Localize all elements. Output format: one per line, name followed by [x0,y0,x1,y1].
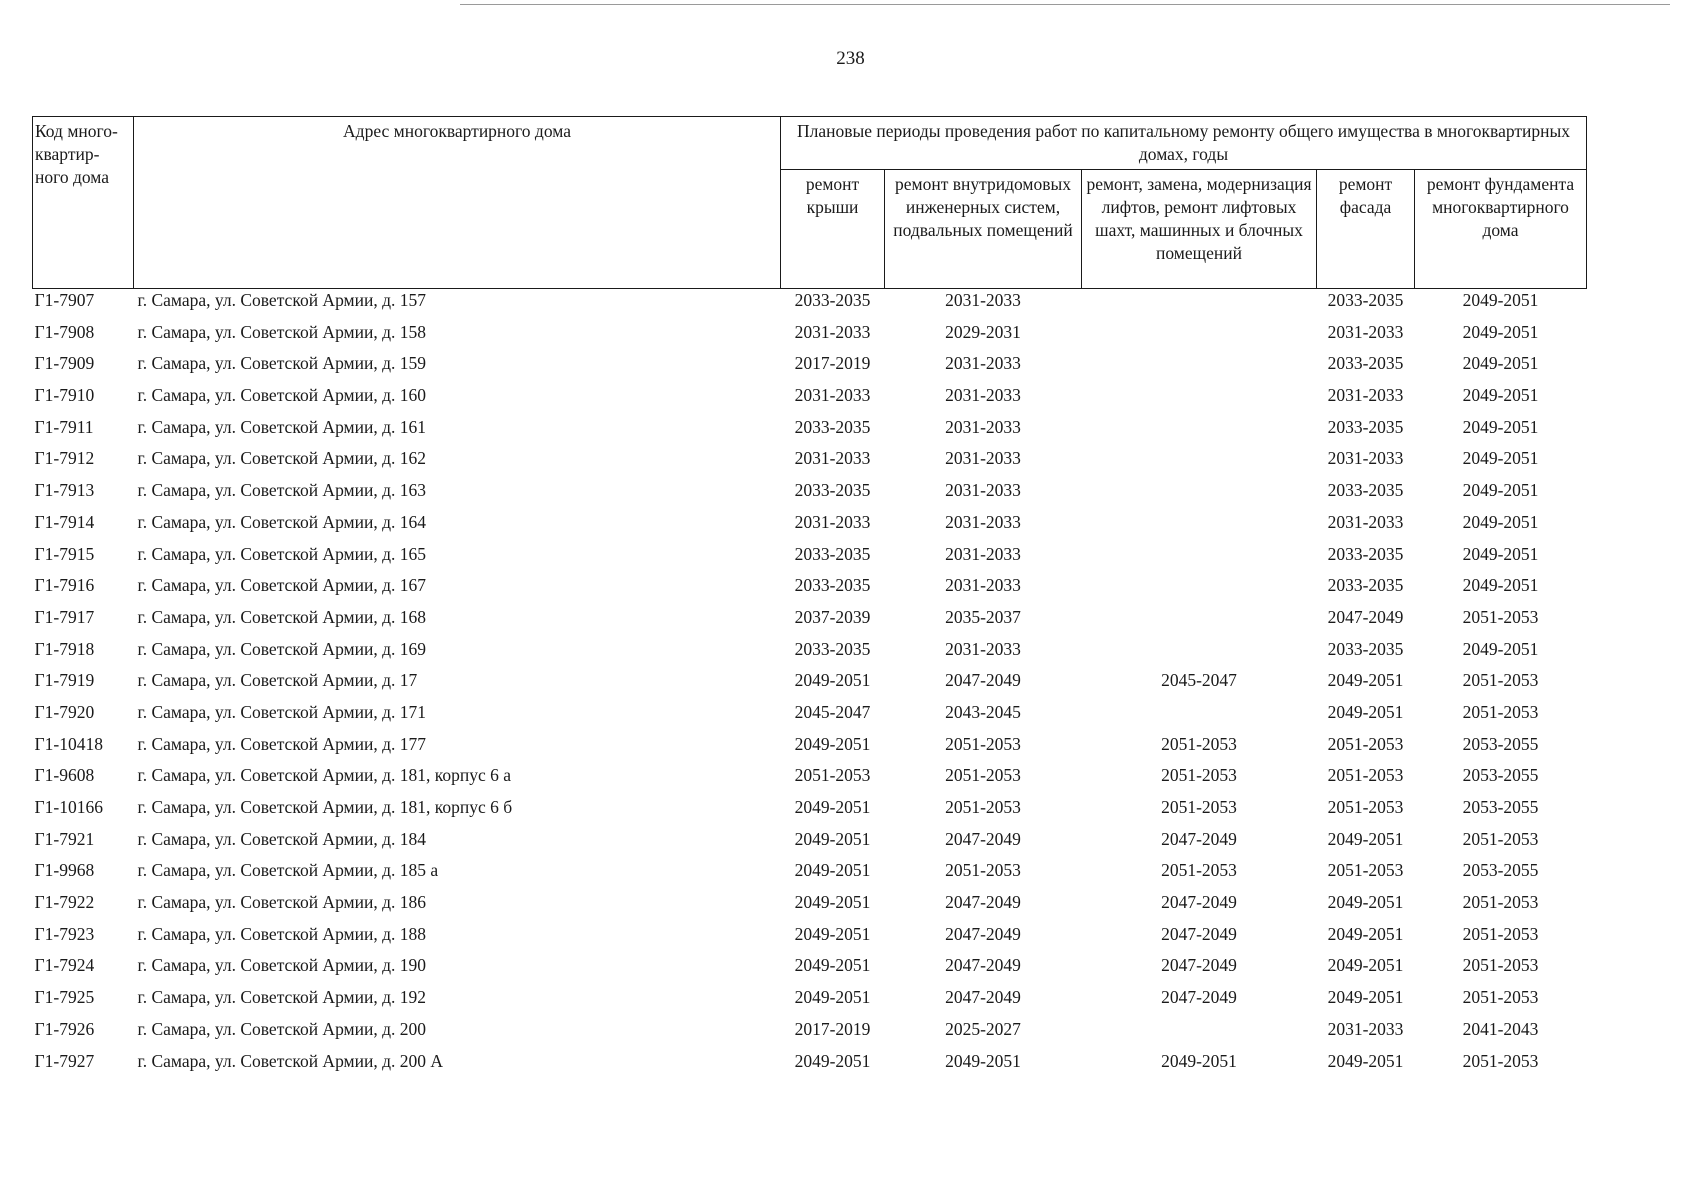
table-row [33,321,1587,353]
cell-address: г. Самара, ул. Советской Армии, д. 167 [137,575,427,596]
cell-engineering: 2031-2033 [945,416,1021,437]
cell-roof: 2049-2051 [794,892,871,913]
cell-code: Г1-7927 [34,1050,95,1071]
cell-foundation: 2049-2051 [1462,480,1539,501]
cell-roof: 2049-2051 [794,955,871,976]
cell-code: Г1-7915 [34,543,95,564]
table-row [33,574,1587,606]
cell-foundation: 2053-2055 [1462,733,1539,754]
table-header [33,117,1587,289]
cell-roof: 2049-2051 [794,1050,871,1071]
table-row [33,606,1587,638]
cell-facade: 2049-2051 [1327,892,1404,913]
cell-roof: 2031-2033 [794,511,871,532]
cell-address: г. Самара, ул. Советской Армии, д. 190 [137,955,427,976]
header-planned-periods: Плановые периоды проведения работ по капитальному ремонту общего имущества в многоквартирных домах, годы [781,117,1587,170]
cell-facade: 2049-2051 [1327,987,1404,1008]
cell-engineering: 2025-2027 [945,1018,1021,1039]
cell-engineering: 2047-2049 [945,828,1021,849]
cell-engineering: 2051-2053 [945,797,1021,817]
cell-facade: 2031-2033 [1327,1018,1404,1039]
cell-code: Г1-7908 [34,321,95,342]
cell-engineering: 2031-2033 [945,480,1021,501]
table-row [33,511,1587,543]
cell-facade: 2049-2051 [1327,923,1404,944]
cell-facade: 2047-2049 [1327,606,1404,627]
cell-lifts [1082,701,1317,733]
cell-code: Г1-9608 [34,765,95,786]
cell-address: г. Самара, ул. Советской Армии, д. 158 [137,321,427,342]
cell-engineering: 2031-2033 [945,448,1021,469]
cell-address: г. Самара, ул. Советской Армии, д. 192 [137,987,427,1008]
cell-facade: 2051-2053 [1327,733,1404,754]
cell-lifts [1082,447,1317,479]
cell-roof: 2031-2033 [794,448,871,469]
table-row [33,447,1587,479]
cell-foundation: 2049-2051 [1462,416,1539,437]
cell-roof: 2049-2051 [794,733,871,754]
header-facade: ремонт фасада [1317,170,1415,289]
table-row [33,859,1587,891]
cell-roof: 2049-2051 [794,797,871,817]
cell-foundation: 2049-2051 [1462,638,1539,659]
cell-foundation: 2049-2051 [1462,290,1539,310]
cell-roof: 2017-2019 [794,353,871,374]
cell-code: Г1-7921 [34,828,95,849]
cell-engineering: 2047-2049 [945,987,1021,1008]
cell-code: Г1-10166 [34,797,103,817]
cell-lifts [1082,479,1317,511]
cell-address: г. Самара, ул. Советской Армии, д. 163 [137,480,427,501]
cell-lifts [1082,511,1317,543]
cell-engineering: 2051-2053 [945,733,1021,754]
cell-roof: 2049-2051 [794,860,871,881]
cell-engineering: 2043-2045 [945,701,1021,722]
cell-engineering: 2047-2049 [945,955,1021,976]
table-row [33,954,1587,986]
top-edge-rule [460,4,1670,5]
cell-lifts: 2047-2049 [1161,892,1237,913]
table-row [33,638,1587,670]
table-row [33,828,1587,860]
cell-roof: 2031-2033 [794,321,871,342]
cell-address: г. Самара, ул. Советской Армии, д. 161 [137,416,427,437]
cell-foundation: 2049-2051 [1462,543,1539,564]
cell-roof: 2049-2051 [794,987,871,1008]
table-row [33,891,1587,923]
cell-foundation: 2051-2053 [1462,670,1539,691]
cell-engineering: 2031-2033 [945,385,1021,406]
cell-code: Г1-7912 [34,448,95,469]
table-row [33,764,1587,796]
table-row [33,479,1587,511]
cell-lifts: 2051-2053 [1161,765,1237,786]
cell-lifts [1082,606,1317,638]
table-row [33,986,1587,1018]
cell-code: Г1-7914 [34,511,95,532]
cell-roof: 2033-2035 [794,480,871,501]
cell-address: г. Самара, ул. Советской Армии, д. 184 [137,828,427,849]
cell-facade: 2049-2051 [1327,828,1404,849]
cell-lifts [1082,638,1317,670]
cell-facade: 2033-2035 [1327,575,1404,596]
cell-foundation: 2051-2053 [1462,606,1539,627]
cell-facade: 2033-2035 [1327,543,1404,564]
cell-address: г. Самара, ул. Советской Армии, д. 160 [137,385,427,406]
cell-code: Г1-7910 [34,385,95,406]
cell-address: г. Самара, ул. Советской Армии, д. 181, корпус 6 б [137,797,513,817]
cell-foundation: 2049-2051 [1462,448,1539,469]
cell-code: Г1-7909 [34,353,95,374]
table-row [33,1018,1587,1050]
cell-code: Г1-7924 [34,955,95,976]
cell-engineering: 2051-2053 [945,765,1021,786]
cell-address: г. Самара, ул. Советской Армии, д. 200 А [137,1050,444,1071]
cell-engineering: 2049-2051 [945,1050,1021,1071]
cell-foundation: 2049-2051 [1462,321,1539,342]
cell-lifts: 2047-2049 [1161,987,1237,1008]
cell-code: Г1-10418 [34,733,103,754]
page-number: 238 [836,48,865,69]
table-row [33,543,1587,575]
cell-engineering: 2051-2053 [945,860,1021,881]
cell-code: Г1-7913 [34,480,95,501]
cell-foundation: 2041-2043 [1462,1018,1539,1039]
cell-facade: 2031-2033 [1327,321,1404,342]
table-row [33,733,1587,765]
cell-code: Г1-7919 [34,670,95,691]
cell-address: г. Самара, ул. Советской Армии, д. 188 [137,923,427,944]
cell-roof: 2049-2051 [794,670,871,691]
cell-facade: 2033-2035 [1327,353,1404,374]
cell-facade: 2031-2033 [1327,385,1404,406]
cell-foundation: 2051-2053 [1462,923,1539,944]
cell-lifts [1082,352,1317,384]
cell-facade: 2033-2035 [1327,416,1404,437]
cell-roof: 2037-2039 [794,606,871,627]
cell-foundation: 2053-2055 [1462,860,1539,881]
header-foundation: ремонт фундамента многоквартирного дома [1415,170,1587,289]
cell-address: г. Самара, ул. Советской Армии, д. 157 [137,290,427,310]
cell-roof: 2033-2035 [794,638,871,659]
cell-foundation: 2051-2053 [1462,828,1539,849]
cell-engineering: 2047-2049 [945,670,1021,691]
repair-schedule-table [32,116,1587,1081]
table-row [33,384,1587,416]
cell-engineering: 2047-2049 [945,923,1021,944]
cell-lifts [1082,416,1317,448]
cell-roof: 2031-2033 [794,385,871,406]
cell-roof: 2051-2053 [794,765,871,786]
cell-facade: 2049-2051 [1327,1050,1404,1071]
cell-facade: 2049-2051 [1327,701,1404,722]
cell-address: г. Самара, ул. Советской Армии, д. 168 [137,606,427,627]
cell-lifts: 2051-2053 [1161,797,1237,817]
cell-code: Г1-7923 [34,923,95,944]
header-engineering: ремонт внутридомовых инженерных систем, подвальных помещений [885,170,1082,289]
cell-code: Г1-7926 [34,1018,95,1039]
cell-facade: 2033-2035 [1327,480,1404,501]
cell-code: Г1-7911 [34,416,94,437]
cell-facade: 2033-2035 [1327,638,1404,659]
cell-lifts [1082,543,1317,575]
cell-engineering: 2047-2049 [945,892,1021,913]
table-row [33,796,1587,828]
cell-lifts: 2051-2053 [1161,733,1237,754]
cell-address: г. Самара, ул. Советской Армии, д. 186 [137,892,427,913]
cell-code: Г1-7907 [34,290,95,310]
cell-lifts: 2047-2049 [1161,955,1237,976]
cell-engineering: 2029-2031 [945,321,1021,342]
cell-roof: 2033-2035 [794,543,871,564]
cell-lifts: 2047-2049 [1161,828,1237,849]
cell-address: г. Самара, ул. Советской Армии, д. 165 [137,543,427,564]
header-code: Код много-квартир-ного дома [33,117,134,289]
table-row [33,1050,1587,1082]
header-lifts: ремонт, замена, модернизация лифтов, ремонт лифтовых шахт, машинных и блочных помещений [1082,170,1317,289]
cell-lifts [1082,289,1317,321]
cell-address: г. Самара, ул. Советской Армии, д. 200 [137,1018,427,1039]
cell-engineering: 2035-2037 [945,606,1021,627]
cell-facade: 2049-2051 [1327,955,1404,976]
cell-facade: 2051-2053 [1327,765,1404,786]
cell-roof: 2049-2051 [794,923,871,944]
cell-address: г. Самара, ул. Советской Армии, д. 17 [137,670,418,691]
cell-code: Г1-7917 [34,606,95,627]
cell-code: Г1-7925 [34,987,95,1008]
cell-foundation: 2051-2053 [1462,955,1539,976]
table-row [33,352,1587,384]
table-row [33,701,1587,733]
header-roof: ремонт крыши [781,170,885,289]
cell-lifts: 2045-2047 [1161,670,1237,691]
cell-roof: 2033-2035 [794,575,871,596]
cell-engineering: 2031-2033 [945,511,1021,532]
cell-facade: 2031-2033 [1327,511,1404,532]
cell-lifts [1082,1018,1317,1050]
cell-engineering: 2031-2033 [945,290,1021,310]
cell-engineering: 2031-2033 [945,575,1021,596]
table-row [33,416,1587,448]
cell-address: г. Самара, ул. Советской Армии, д. 164 [137,511,427,532]
cell-engineering: 2031-2033 [945,638,1021,659]
cell-address: г. Самара, ул. Советской Армии, д. 185 а [137,860,439,881]
cell-roof: 2045-2047 [794,701,871,722]
cell-roof: 2033-2035 [794,290,871,310]
cell-facade: 2051-2053 [1327,860,1404,881]
cell-address: г. Самара, ул. Советской Армии, д. 169 [137,638,427,659]
cell-foundation: 2053-2055 [1462,797,1539,817]
cell-foundation: 2049-2051 [1462,353,1539,374]
cell-engineering: 2031-2033 [945,353,1021,374]
cell-facade: 2033-2035 [1327,290,1404,310]
cell-foundation: 2051-2053 [1462,1050,1539,1071]
cell-foundation: 2049-2051 [1462,575,1539,596]
cell-address: г. Самара, ул. Советской Армии, д. 159 [137,353,427,374]
header-address: Адрес многоквартирного дома [134,117,781,289]
cell-lifts: 2049-2051 [1161,1050,1237,1071]
cell-foundation: 2049-2051 [1462,385,1539,406]
table-row [33,669,1587,701]
cell-address: г. Самара, ул. Советской Армии, д. 181, корпус 6 а [137,765,512,786]
cell-lifts: 2051-2053 [1161,860,1237,881]
cell-facade: 2051-2053 [1327,797,1404,817]
cell-code: Г1-7920 [34,701,95,722]
cell-lifts [1082,321,1317,353]
cell-lifts: 2047-2049 [1161,923,1237,944]
cell-code: Г1-7916 [34,575,95,596]
cell-foundation: 2051-2053 [1462,892,1539,913]
cell-roof: 2017-2019 [794,1018,871,1039]
cell-code: Г1-7918 [34,638,95,659]
cell-address: г. Самара, ул. Советской Армии, д. 177 [137,733,427,754]
cell-address: г. Самара, ул. Советской Армии, д. 171 [137,701,427,722]
cell-foundation: 2051-2053 [1462,987,1539,1008]
cell-lifts [1082,384,1317,416]
cell-foundation: 2053-2055 [1462,765,1539,786]
table-row [33,923,1587,955]
table-row [33,289,1587,321]
cell-roof: 2049-2051 [794,828,871,849]
cell-foundation: 2049-2051 [1462,511,1539,532]
cell-roof: 2033-2035 [794,416,871,437]
cell-address: г. Самара, ул. Советской Армии, д. 162 [137,448,427,469]
table-body [33,289,1587,1082]
cell-code: Г1-9968 [34,860,95,881]
cell-engineering: 2031-2033 [945,543,1021,564]
cell-code: Г1-7922 [34,892,95,913]
cell-facade: 2049-2051 [1327,670,1404,691]
cell-foundation: 2051-2053 [1462,701,1539,722]
cell-facade: 2031-2033 [1327,448,1404,469]
cell-lifts [1082,574,1317,606]
